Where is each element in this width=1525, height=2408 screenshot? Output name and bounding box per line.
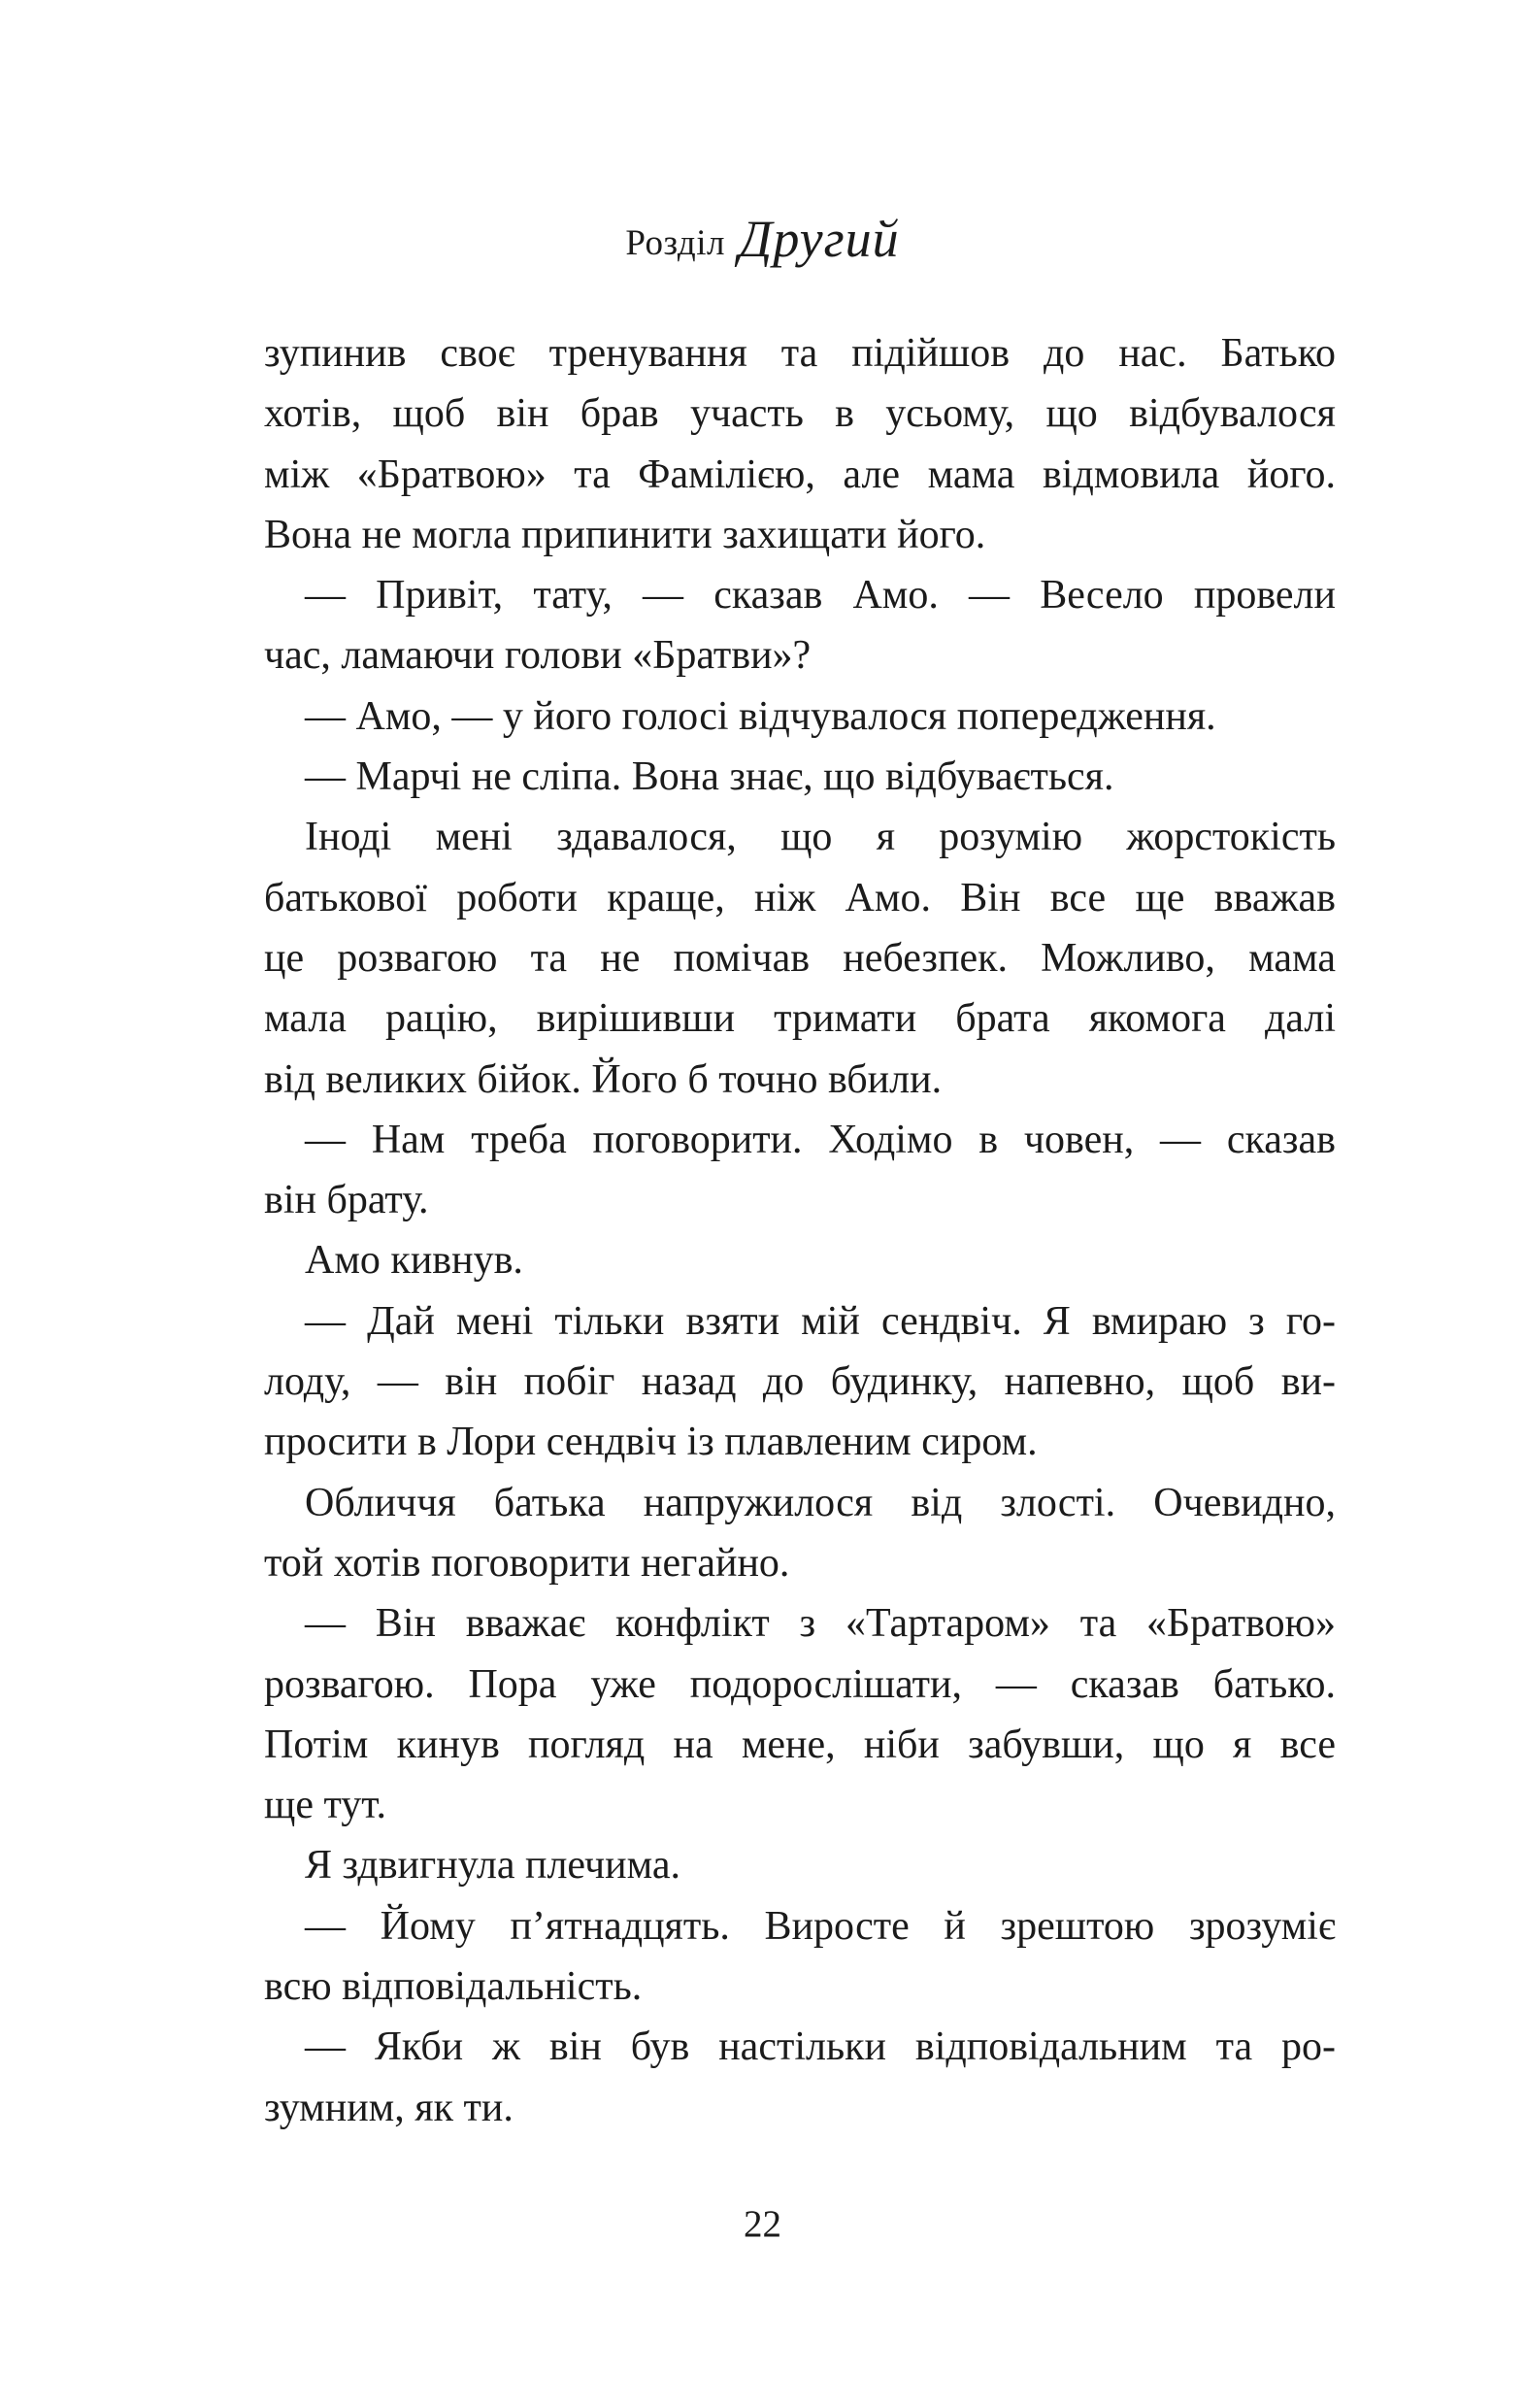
text-line: — Нам треба поговорити. Ходімо в човен, — сказав bbox=[305, 1117, 1336, 1162]
text-line: він брату. bbox=[264, 1178, 429, 1223]
text-line: мала рацію, вирішивши тримати брата якомога далі bbox=[264, 996, 1336, 1042]
text-line: — Якби ж він був настільки відповідальним та ро- bbox=[305, 2024, 1336, 2070]
text-line: той хотів поговорити негайно. bbox=[264, 1540, 790, 1586]
text-line: — Марчі не сліпа. Вона знає, що відбувається. bbox=[305, 754, 1114, 800]
text-line: всю відповідальність. bbox=[264, 1964, 643, 2010]
text-line: час, ламаючи голови «Братви»? bbox=[264, 633, 812, 679]
text-line: Іноді мені здавалося, що я розумію жорстокість bbox=[305, 815, 1336, 860]
body-text bbox=[264, 323, 1336, 2138]
text-line: ще тут. bbox=[264, 1783, 386, 1828]
text-line: — Амо, — у його голосі відчувалося попередження. bbox=[305, 693, 1216, 739]
text-line: — Він вважає конфлікт з «Тартаром» та «Братвою» bbox=[305, 1601, 1336, 1647]
chapter-title-script: Другий bbox=[739, 210, 900, 268]
text-line: — Дай мені тільки взяти мій сендвіч. Я вмираю з го- bbox=[305, 1298, 1336, 1344]
text-line: лоду, — він побіг назад до будинку, напевно, щоб ви- bbox=[264, 1359, 1336, 1405]
text-line: Потім кинув погляд на мене, ніби забувши, що я все bbox=[264, 1722, 1336, 1767]
text-line: це розвагою та не помічав небезпек. Можливо, мама bbox=[264, 935, 1336, 981]
text-line: зумним, як ти. bbox=[264, 2085, 514, 2130]
text-line: розвагою. Пора уже подорослішати, — сказав батько. bbox=[264, 1661, 1336, 1707]
text-line: зупинив своє тренування та підійшов до нас. Батько bbox=[264, 331, 1336, 376]
page-number: 22 bbox=[744, 2203, 781, 2245]
text-line: від великих бійок. Його б точно вбили. bbox=[264, 1056, 943, 1102]
text-line: — Привіт, тату, — сказав Амо. — Весело провели bbox=[305, 573, 1336, 619]
text-line: просити в Лори сендвіч із плавленим сиром. bbox=[264, 1420, 1038, 1465]
text-line: батькової роботи краще, ніж Амо. Він все ще вважав bbox=[264, 875, 1336, 920]
text-line: Я здвигнула плечима. bbox=[305, 1843, 681, 1889]
text-line: між «Братвою» та Фамілією, але мама відмовила його. bbox=[264, 452, 1336, 497]
text-line: — Йому п’ятнадцять. Виросте й зрештою зрозуміє bbox=[305, 1903, 1336, 1949]
running-header bbox=[0, 209, 1525, 269]
text-line: Вона не могла припинити захищати його. bbox=[264, 512, 986, 557]
text-line: хотів, щоб він брав участь в усьому, що відбувалося bbox=[264, 391, 1336, 437]
text-line: Амо кивнув. bbox=[305, 1238, 523, 1284]
chapter-label: Розділ bbox=[625, 223, 725, 263]
text-line: Обличчя батька напружилося від злості. Очевидно, bbox=[305, 1480, 1336, 1525]
